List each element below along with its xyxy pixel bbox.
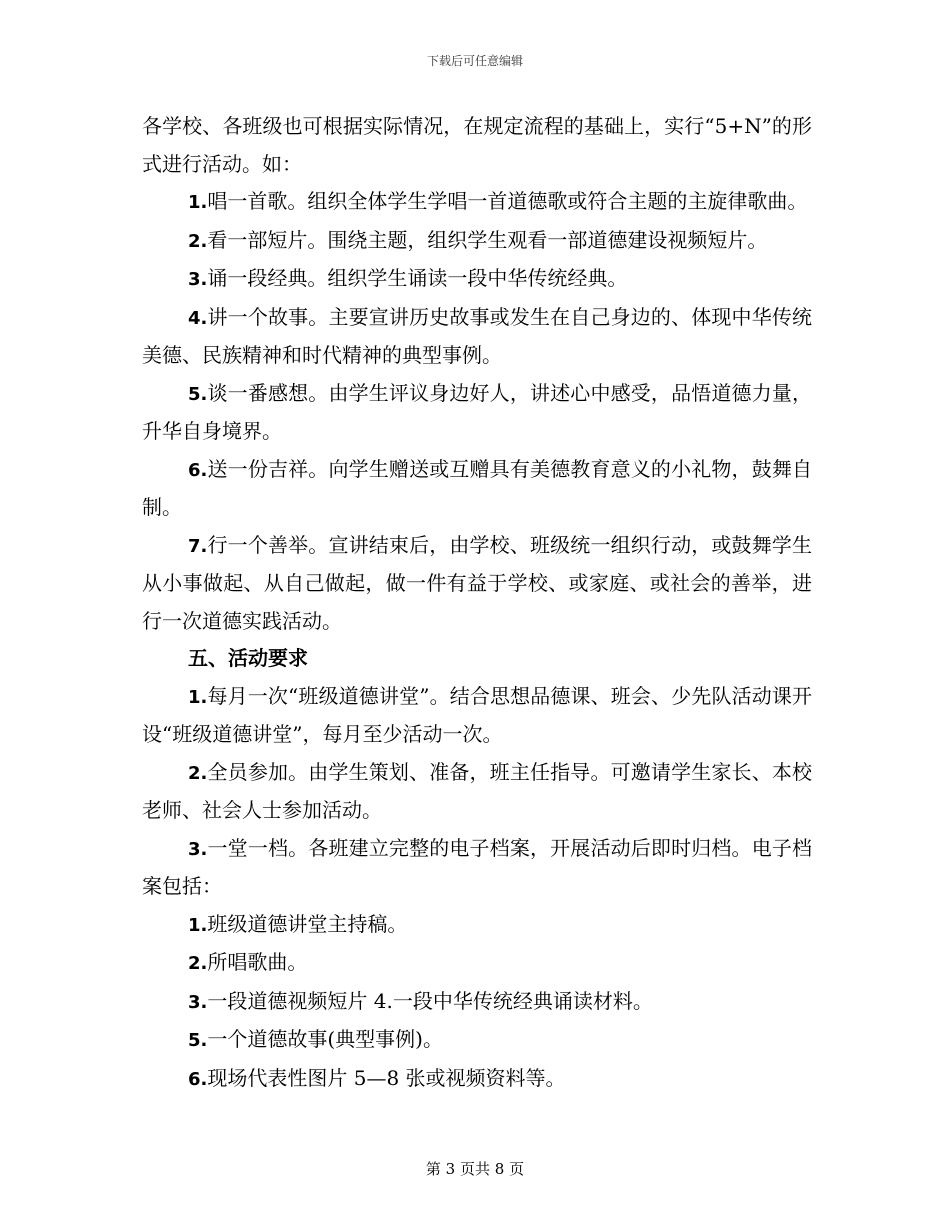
list-item: 1.每月一次“班级道德讲堂”。结合思想品德课、班会、少先队活动课开设“班级道德讲堂”，每月至少活动一次。 bbox=[142, 683, 812, 746]
page-header: 下载后可任意编辑 bbox=[426, 54, 523, 68]
list-item: 6.现场代表性图片 5—8 张或视频资料等。 bbox=[188, 1065, 566, 1090]
page-footer: 第 3 页共 8 页 bbox=[425, 1160, 525, 1178]
document-body bbox=[142, 108, 812, 1098]
list-item: 1.班级道德讲堂主持稿。 bbox=[188, 911, 408, 936]
list-item: 1.唱一首歌。组织全体学生学唱一首道德歌或符合主题的主旋律歌曲。 bbox=[188, 189, 808, 213]
list-item: 3.一段道德视频短片 4.一段中华传统经典诵读材料。 bbox=[188, 988, 653, 1013]
list-item: 3.诵一段经典。组织学生诵读一段中华传统经典。 bbox=[188, 266, 628, 290]
list-item: 5.谈一番感想。由学生评议身边好人，讲述心中感受，品悟道德力量，升华自身境界。 bbox=[142, 380, 812, 443]
list-item: 2.全员参加。由学生策划、准备，班主任指导。可邀请学生家长、本校老师、社会人士参加活动。 bbox=[142, 759, 812, 822]
section-heading: 五、活动要求 bbox=[188, 646, 308, 670]
paragraph-intro: 各学校、各班级也可根据实际情况，在规定流程的基础上，实行“5+N”的形式进行活动。如： bbox=[142, 114, 812, 176]
list-item: 3.一堂一档。各班建立完整的电子档案，开展活动后即时归档。电子档案包括： bbox=[142, 835, 812, 898]
list-item: 4.讲一个故事。主要宣讲历史故事或发生在自己身边的、体现中华传统美德、民族精神和时代精神的典型事例。 bbox=[142, 304, 812, 367]
list-item: 2.看一部短片。围绕主题，组织学生观看一部道德建设视频短片。 bbox=[188, 227, 768, 252]
list-item: 5.一个道德故事(典型事例)。 bbox=[188, 1027, 443, 1051]
list-item: 7.行一个善举。宣讲结束后，由学校、班级统一组织行动，或鼓舞学生从小事做起、从自己做起，做一件有益于学校、或家庭、或社会的善举，进行一次道德实践活动。 bbox=[142, 532, 812, 633]
list-item: 2.所唱歌曲。 bbox=[188, 950, 308, 974]
list-item: 6.送一份吉祥。向学生赠送或互赠具有美德教育意义的小礼物，鼓舞自制。 bbox=[142, 456, 812, 519]
